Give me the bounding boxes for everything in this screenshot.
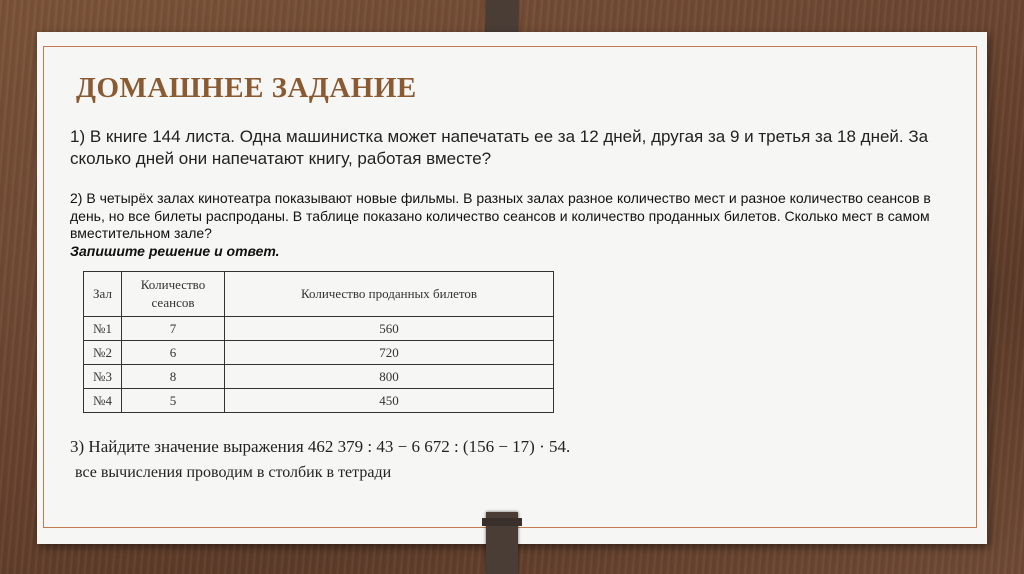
column-header-tickets: Количество проданных билетов bbox=[225, 272, 554, 317]
binder-clip-bottom bbox=[486, 512, 518, 574]
cell-hall: №4 bbox=[84, 389, 122, 413]
cell-sessions: 5 bbox=[122, 389, 225, 413]
cell-hall: №3 bbox=[84, 365, 122, 389]
cell-sessions: 6 bbox=[122, 341, 225, 365]
task-2-instruction: Запишите решение и ответ. bbox=[70, 242, 280, 259]
task-1-text: 1) В книге 144 листа. Одна машинистка может напечатать ее за 12 дней, другая за 9 и третья за 18 дней. За сколько дней они напечатают книгу, работая вместе? bbox=[70, 127, 929, 168]
cell-hall: №1 bbox=[84, 317, 122, 341]
table-header-row bbox=[84, 272, 554, 317]
cell-tickets: 560 bbox=[225, 317, 554, 341]
table-row bbox=[84, 341, 554, 365]
cell-tickets: 450 bbox=[225, 389, 554, 413]
column-header-sessions: Количество сеансов bbox=[122, 272, 225, 317]
cell-sessions: 8 bbox=[122, 365, 225, 389]
task-2-block bbox=[70, 190, 950, 260]
table-row bbox=[84, 365, 554, 389]
column-header-hall: Зал bbox=[84, 272, 122, 317]
slide-title: ДОМАШНЕЕ ЗАДАНИЕ bbox=[76, 72, 417, 104]
tickets-table bbox=[83, 271, 554, 413]
task-3-text: 3) Найдите значение выражения 462 379 : 43 − 6 672 : (156 − 17) · 54. bbox=[70, 437, 571, 456]
task-2-text: 2) В четырёх залах кинотеатра показывают новые фильмы. В разных залах разное количество мест и разное количество сеансов в день, но все билеты распроданы. В таблице показано количество сеансов и количество проданных билетов. Сколько мест в самом вместительном зале? bbox=[70, 190, 931, 241]
table-row bbox=[84, 317, 554, 341]
note-text: все вычисления проводим в столбик в тетради bbox=[75, 464, 392, 481]
cell-hall: №2 bbox=[84, 341, 122, 365]
cell-tickets: 720 bbox=[225, 341, 554, 365]
table-row bbox=[84, 389, 554, 413]
cell-tickets: 800 bbox=[225, 365, 554, 389]
cell-sessions: 7 bbox=[122, 317, 225, 341]
